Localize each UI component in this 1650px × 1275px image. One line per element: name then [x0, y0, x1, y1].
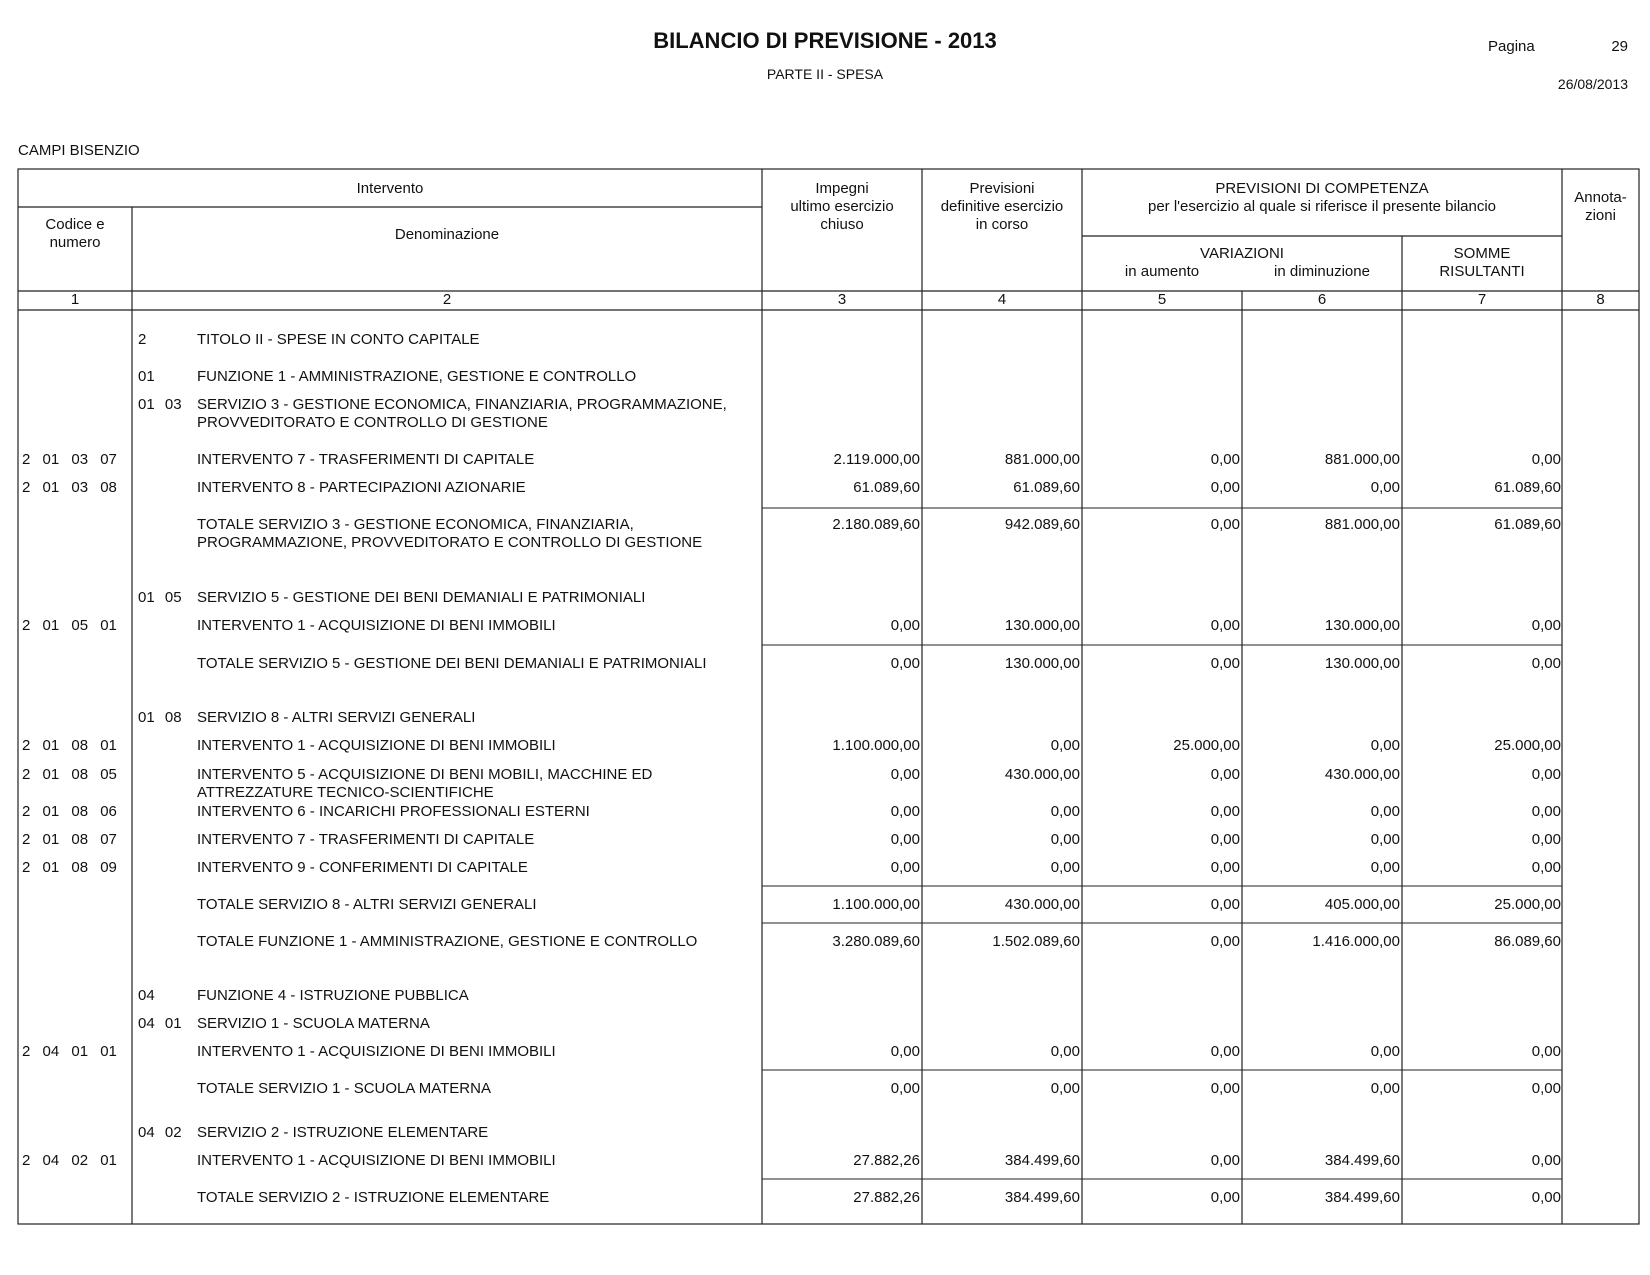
somme-value: 0,00: [1531, 1080, 1561, 1097]
row-class-code: 04: [138, 987, 155, 1004]
aumento-value: 0,00: [1210, 896, 1240, 913]
row-code: 2 01 03 08: [22, 479, 117, 496]
diminuzione-value: 430.000,00: [1324, 766, 1400, 783]
header-variazioni: VARIAZIONI: [1200, 245, 1284, 262]
somme-value: 25.000,00: [1494, 896, 1561, 913]
page-number: 29: [1611, 38, 1628, 55]
aumento-value: 0,00: [1210, 451, 1240, 468]
aumento-value: 0,00: [1210, 479, 1240, 496]
row-code: 2 04 02 01: [22, 1152, 117, 1169]
header-somme: [1402, 245, 1562, 281]
row-description: INTERVENTO 1 - ACQUISIZIONE DI BENI IMMOBILI: [197, 617, 556, 634]
column-number: 5: [1157, 291, 1167, 308]
header-competenza-line1: PREVISIONI DI COMPETENZA: [1215, 180, 1429, 197]
header-annotazioni: [1562, 189, 1639, 225]
previsioni-value: 0,00: [1050, 737, 1080, 754]
previsioni-value: 384.499,60: [1004, 1152, 1080, 1169]
row-description: SERVIZIO 5 - GESTIONE DEI BENI DEMANIALI E PATRIMONIALI: [197, 589, 646, 606]
diminuzione-value: 0,00: [1370, 803, 1400, 820]
header-previsioni-line3: in corso: [975, 216, 1029, 233]
aumento-value: 0,00: [1210, 803, 1240, 820]
aumento-value: 0,00: [1210, 1189, 1240, 1206]
column-number: 2: [442, 291, 452, 308]
diminuzione-value: 881.000,00: [1324, 451, 1400, 468]
somme-value: 0,00: [1531, 831, 1561, 848]
page-label: Pagina: [1488, 38, 1535, 55]
previsioni-value: 130.000,00: [1004, 655, 1080, 672]
aumento-value: 0,00: [1210, 933, 1240, 950]
diminuzione-value: 384.499,60: [1324, 1189, 1400, 1206]
header-previsioni-line2: definitive esercizio: [940, 198, 1064, 215]
header-somme-line1: SOMME: [1453, 245, 1511, 262]
row-description: SERVIZIO 8 - ALTRI SERVIZI GENERALI: [197, 709, 476, 726]
header-impegni-line2: ultimo esercizio: [790, 198, 894, 215]
previsioni-value: 881.000,00: [1004, 451, 1080, 468]
header-codice-line2: numero: [49, 234, 101, 251]
previsioni-value: 942.089,60: [1004, 516, 1080, 533]
somme-value: 25.000,00: [1494, 737, 1561, 754]
previsioni-value: 0,00: [1050, 859, 1080, 876]
header-annotazioni-line2: zioni: [1585, 207, 1616, 224]
somme-value: 61.089,60: [1494, 479, 1561, 496]
page-subtitle: PARTE II - SPESA: [766, 66, 884, 82]
diminuzione-value: 384.499,60: [1324, 1152, 1400, 1169]
previsioni-value: 430.000,00: [1004, 766, 1080, 783]
header-in-aumento: in aumento: [1124, 263, 1200, 280]
row-code: 2 01 08 07: [22, 831, 117, 848]
impegni-value: 1.100.000,00: [832, 737, 920, 754]
impegni-value: 61.089,60: [853, 479, 920, 496]
aumento-value: 0,00: [1210, 516, 1240, 533]
row-description: FUNZIONE 1 - AMMINISTRAZIONE, GESTIONE E CONTROLLO: [197, 368, 637, 385]
aumento-value: 0,00: [1210, 831, 1240, 848]
row-description: TOTALE SERVIZIO 3 - GESTIONE ECONOMICA, FINANZIARIA, PROGRAMMAZIONE, PROVVEDITORATO E CONTROLLO DI GESTIONE: [197, 516, 703, 551]
header-codice: [18, 216, 132, 252]
header-previsioni: [922, 180, 1082, 234]
row-description: TOTALE SERVIZIO 1 - SCUOLA MATERNA: [197, 1080, 491, 1097]
somme-value: 0,00: [1531, 655, 1561, 672]
aumento-value: 0,00: [1210, 859, 1240, 876]
impegni-value: 0,00: [890, 617, 920, 634]
diminuzione-value: 0,00: [1370, 831, 1400, 848]
previsioni-value: 430.000,00: [1004, 896, 1080, 913]
row-code: 2 01 03 07: [22, 451, 117, 468]
header-denominazione: Denominazione: [394, 226, 500, 243]
row-description: SERVIZIO 1 - SCUOLA MATERNA: [197, 1015, 430, 1032]
header-intervento: Intervento: [356, 180, 424, 197]
impegni-value: 0,00: [890, 803, 920, 820]
row-description: INTERVENTO 6 - INCARICHI PROFESSIONALI ESTERNI: [197, 803, 590, 820]
aumento-value: 0,00: [1210, 1043, 1240, 1060]
impegni-value: 0,00: [890, 859, 920, 876]
somme-value: 0,00: [1531, 1043, 1561, 1060]
row-description: INTERVENTO 8 - PARTECIPAZIONI AZIONARIE: [197, 479, 526, 496]
impegni-value: 0,00: [890, 831, 920, 848]
column-number: 7: [1477, 291, 1487, 308]
row-class-code: 01 05: [138, 589, 182, 606]
previsioni-value: 1.502.089,60: [992, 933, 1080, 950]
aumento-value: 0,00: [1210, 766, 1240, 783]
row-class-code: 04 02: [138, 1124, 182, 1141]
aumento-value: 25.000,00: [1173, 737, 1240, 754]
column-number: 3: [837, 291, 847, 308]
diminuzione-value: 130.000,00: [1324, 617, 1400, 634]
previsioni-value: 130.000,00: [1004, 617, 1080, 634]
page-title: BILANCIO DI PREVISIONE - 2013: [653, 28, 997, 53]
column-number: 4: [997, 291, 1007, 308]
row-code: 2 01 05 01: [22, 617, 117, 634]
column-number: 1: [70, 291, 80, 308]
somme-value: 86.089,60: [1494, 933, 1561, 950]
somme-value: 0,00: [1531, 859, 1561, 876]
aumento-value: 0,00: [1210, 617, 1240, 634]
previsioni-value: 0,00: [1050, 803, 1080, 820]
impegni-value: 2.180.089,60: [832, 516, 920, 533]
row-class-code: 01 08: [138, 709, 182, 726]
header-somme-line2: RISULTANTI: [1439, 263, 1525, 280]
row-class-code: 01: [138, 368, 155, 385]
row-description: FUNZIONE 4 - ISTRUZIONE PUBBLICA: [197, 987, 469, 1004]
print-date: 26/08/2013: [1557, 76, 1628, 92]
diminuzione-value: 405.000,00: [1324, 896, 1400, 913]
row-code: 2 01 08 06: [22, 803, 117, 820]
row-description: TITOLO II - SPESE IN CONTO CAPITALE: [197, 331, 480, 348]
impegni-value: 0,00: [890, 1080, 920, 1097]
row-code: 2 01 08 01: [22, 737, 117, 754]
diminuzione-value: 1.416.000,00: [1312, 933, 1400, 950]
row-description: INTERVENTO 7 - TRASFERIMENTI DI CAPITALE: [197, 831, 535, 848]
row-description: SERVIZIO 2 - ISTRUZIONE ELEMENTARE: [197, 1124, 489, 1141]
row-code: 2 04 01 01: [22, 1043, 117, 1060]
column-number: 8: [1596, 291, 1605, 308]
header-impegni: [762, 180, 922, 234]
row-class-code: 04 01: [138, 1015, 182, 1032]
somme-value: 61.089,60: [1494, 516, 1561, 533]
diminuzione-value: 0,00: [1370, 737, 1400, 754]
entity-name: CAMPI BISENZIO: [18, 142, 140, 159]
header-previsioni-line1: Previsioni: [969, 180, 1035, 197]
row-description: INTERVENTO 9 - CONFERIMENTI DI CAPITALE: [197, 859, 528, 876]
header-competenza: [1082, 180, 1562, 216]
somme-value: 0,00: [1531, 1189, 1561, 1206]
row-description: INTERVENTO 1 - ACQUISIZIONE DI BENI IMMOBILI: [197, 1043, 556, 1060]
impegni-value: 27.882,26: [853, 1152, 920, 1169]
header-competenza-line2: per l'esercizio al quale si riferisce il presente bilancio: [1147, 198, 1497, 215]
header-impegni-line1: Impegni: [815, 180, 869, 197]
previsioni-value: 384.499,60: [1004, 1189, 1080, 1206]
impegni-value: 27.882,26: [853, 1189, 920, 1206]
header-impegni-line3: chiuso: [820, 216, 864, 233]
diminuzione-value: 0,00: [1370, 859, 1400, 876]
row-class-code: 2: [138, 331, 147, 348]
header-annotazioni-line1: Annota-: [1574, 189, 1627, 206]
row-description: TOTALE SERVIZIO 5 - GESTIONE DEI BENI DEMANIALI E PATRIMONIALI: [197, 655, 707, 672]
row-description: TOTALE SERVIZIO 8 - ALTRI SERVIZI GENERALI: [197, 896, 537, 913]
impegni-value: 0,00: [890, 1043, 920, 1060]
row-code: 2 01 08 05: [22, 766, 117, 783]
diminuzione-value: 0,00: [1370, 479, 1400, 496]
row-class-code: 01 03: [138, 396, 182, 413]
somme-value: 0,00: [1531, 803, 1561, 820]
column-number: 6: [1317, 291, 1327, 308]
previsioni-value: 0,00: [1050, 1043, 1080, 1060]
row-description: INTERVENTO 5 - ACQUISIZIONE DI BENI MOBILI, MACCHINE ED ATTREZZATURE TECNICO-SCIENTIFICHE: [197, 766, 653, 801]
row-description: INTERVENTO 7 - TRASFERIMENTI DI CAPITALE: [197, 451, 535, 468]
impegni-value: 1.100.000,00: [832, 896, 920, 913]
aumento-value: 0,00: [1210, 1080, 1240, 1097]
row-code: 2 01 08 09: [22, 859, 117, 876]
aumento-value: 0,00: [1210, 655, 1240, 672]
diminuzione-value: 130.000,00: [1324, 655, 1400, 672]
diminuzione-value: 0,00: [1370, 1043, 1400, 1060]
header-in-diminuzione: in diminuzione: [1274, 263, 1370, 280]
row-description: INTERVENTO 1 - ACQUISIZIONE DI BENI IMMOBILI: [197, 1152, 556, 1169]
row-description: TOTALE FUNZIONE 1 - AMMINISTRAZIONE, GESTIONE E CONTROLLO: [197, 933, 698, 950]
previsioni-value: 61.089,60: [1013, 479, 1080, 496]
row-description: TOTALE SERVIZIO 2 - ISTRUZIONE ELEMENTARE: [197, 1189, 550, 1206]
impegni-value: 2.119.000,00: [833, 451, 920, 468]
previsioni-value: 0,00: [1050, 831, 1080, 848]
row-description: INTERVENTO 1 - ACQUISIZIONE DI BENI IMMOBILI: [197, 737, 556, 754]
somme-value: 0,00: [1531, 617, 1561, 634]
impegni-value: 3.280.089,60: [832, 933, 920, 950]
header-codice-line1: Codice e: [45, 216, 105, 233]
previsioni-value: 0,00: [1050, 1080, 1080, 1097]
diminuzione-value: 881.000,00: [1324, 516, 1400, 533]
impegni-value: 0,00: [890, 655, 920, 672]
somme-value: 0,00: [1531, 766, 1561, 783]
somme-value: 0,00: [1531, 451, 1561, 468]
row-description: SERVIZIO 3 - GESTIONE ECONOMICA, FINANZIARIA, PROGRAMMAZIONE, PROVVEDITORATO E CONTROLLO DI GESTIONE: [197, 396, 727, 431]
diminuzione-value: 0,00: [1370, 1080, 1400, 1097]
somme-value: 0,00: [1531, 1152, 1561, 1169]
table-border: [18, 169, 1639, 1224]
aumento-value: 0,00: [1210, 1152, 1240, 1169]
impegni-value: 0,00: [890, 766, 920, 783]
